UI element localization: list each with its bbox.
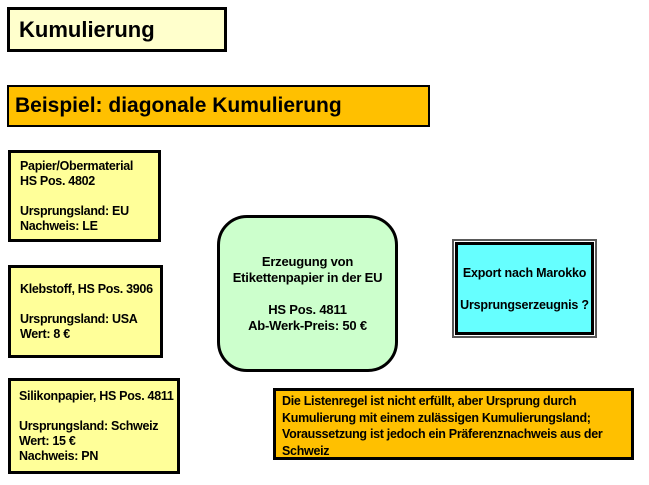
- text-line: Ursprungserzeugnis ?: [460, 297, 589, 312]
- text-line: [20, 297, 160, 312]
- text-line: Klebstoff, HS Pos. 3906: [20, 281, 153, 296]
- text-line: [19, 404, 177, 419]
- text-line: Kumulierung mit einem zulässigen Kumulierungsland;: [282, 410, 591, 425]
- text-line: Wert: 15 €: [19, 433, 76, 448]
- text-line: Die Listenregel ist nicht erfüllt, aber Ursprung durch: [282, 394, 577, 408]
- text-line: Ursprungsland: EU: [20, 203, 129, 218]
- text-line: Nachweis: PN: [19, 448, 99, 463]
- text-line: Ursprungsland: USA: [20, 311, 138, 326]
- material-box-papier: [8, 150, 161, 242]
- text-line: Voraussetzung ist jedoch ein Präferenznachweis aus der: [282, 427, 603, 441]
- text-line: Export nach Marokko: [462, 265, 587, 280]
- note-box-listenregel: [273, 388, 634, 460]
- text-line: Ursprungsland: Schweiz: [19, 418, 159, 433]
- text-line: [458, 281, 591, 297]
- text-line: Schweiz: [282, 443, 330, 458]
- text-line: Papier/Obermaterial: [20, 158, 134, 173]
- text-line: Etikettenpapier in der EU: [232, 269, 383, 285]
- subtitle-banner: Beispiel: diagonale Kumulierung: [7, 85, 430, 127]
- text-line: [220, 286, 395, 302]
- text-line: Wert: 8 €: [20, 326, 70, 341]
- material-box-silikonpapier: [8, 378, 180, 474]
- text-line: Erzeugung von: [261, 253, 354, 269]
- text-line: HS Pos. 4802: [20, 173, 95, 188]
- material-box-klebstoff: [8, 265, 163, 358]
- text-line: [20, 189, 158, 204]
- text-line: Nachweis: LE: [20, 218, 98, 233]
- text-line: Ab-Werk-Preis: 50 €: [248, 317, 367, 333]
- text-line: HS Pos. 4811: [268, 301, 347, 317]
- text-line: Silikonpapier, HS Pos. 4811: [19, 388, 174, 403]
- export-box-marokko: [455, 242, 594, 335]
- process-box-erzeugung: [217, 215, 398, 372]
- page-title: Kumulierung: [7, 7, 227, 52]
